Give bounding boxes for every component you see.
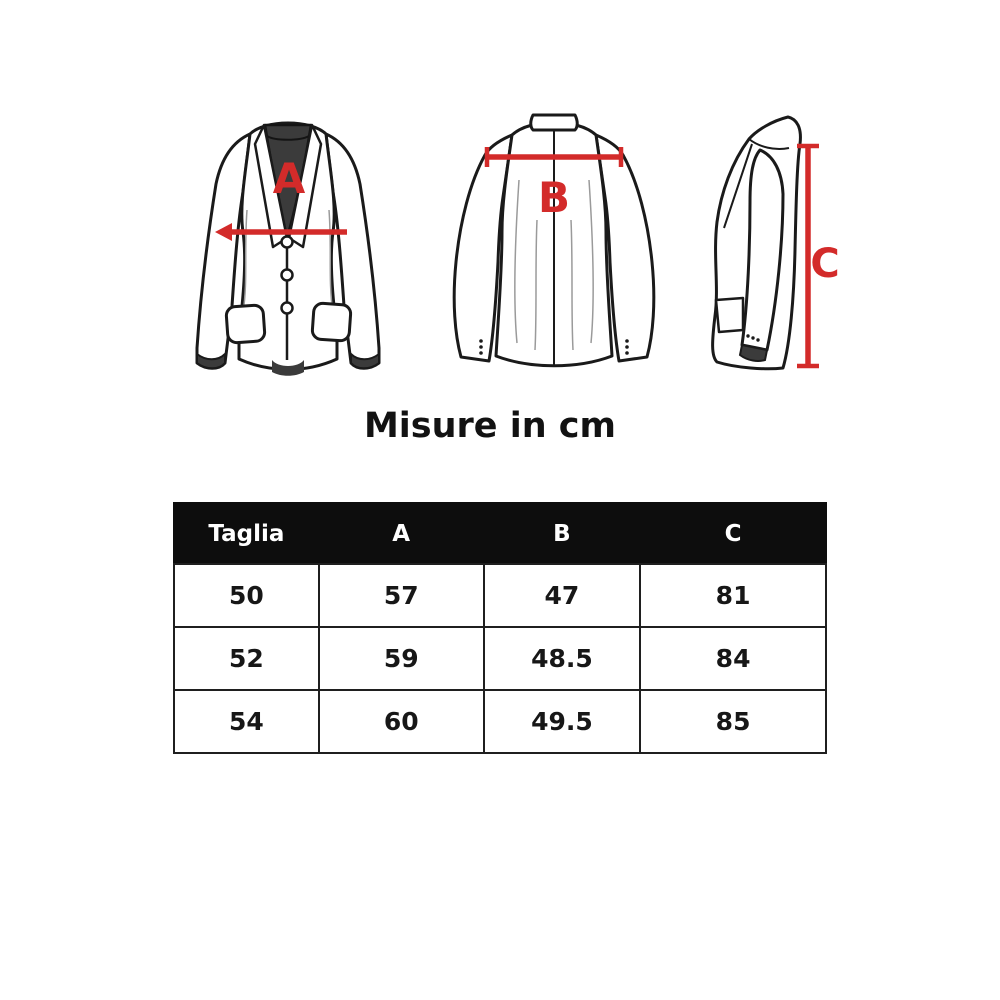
- size-cell-taglia: 52: [174, 627, 319, 690]
- jacket-front-view-diagram: [176, 110, 400, 382]
- size-cell-c: 84: [640, 627, 826, 690]
- side-cuff-button-dot: [751, 336, 754, 339]
- measure-c-label: C: [810, 241, 840, 287]
- front-pocket-right: [312, 303, 351, 341]
- size-cell-c: 81: [640, 564, 826, 627]
- back-cuff-button-dot: [479, 351, 483, 355]
- size-cell-b: 49.5: [484, 690, 640, 753]
- header-cell-b: B: [484, 503, 640, 564]
- front-pocket-left: [226, 305, 265, 343]
- measure-a-label: A: [272, 154, 306, 203]
- size-table-row: [174, 627, 826, 690]
- jacket-back-view-diagram: [440, 110, 668, 378]
- page-title: Misure in cm: [363, 406, 617, 446]
- back-cuff-button-dot: [625, 345, 629, 349]
- size-cell-a: 57: [319, 564, 484, 627]
- back-cuff-button-dot: [479, 345, 483, 349]
- side-pocket: [716, 298, 743, 332]
- back-collar: [531, 115, 578, 130]
- size-cell-b: 47: [484, 564, 640, 627]
- back-cuff-button-dot: [625, 339, 629, 343]
- measure-b-label: B: [537, 173, 571, 222]
- size-table-row: [174, 690, 826, 753]
- back-cuff-button-dot: [479, 339, 483, 343]
- size-table-row: [174, 564, 826, 627]
- header-cell-taglia: Taglia: [174, 503, 319, 564]
- header-cell-a: A: [319, 503, 484, 564]
- front-button: [282, 237, 293, 248]
- size-table: [173, 502, 827, 754]
- size-cell-taglia: 50: [174, 564, 319, 627]
- front-button: [282, 270, 293, 281]
- header-cell-c: C: [640, 503, 826, 564]
- size-cell-a: 60: [319, 690, 484, 753]
- jacket-side-view-diagram: [696, 110, 850, 382]
- front-button: [282, 303, 293, 314]
- size-cell-b: 48.5: [484, 627, 640, 690]
- size-cell-a: 59: [319, 627, 484, 690]
- back-cuff-button-dot: [625, 351, 629, 355]
- side-cuff-button-dot: [756, 338, 759, 341]
- size-cell-c: 85: [640, 690, 826, 753]
- size-cell-taglia: 54: [174, 690, 319, 753]
- side-cuff-button-dot: [746, 334, 749, 337]
- size-table-header-row: [174, 503, 826, 564]
